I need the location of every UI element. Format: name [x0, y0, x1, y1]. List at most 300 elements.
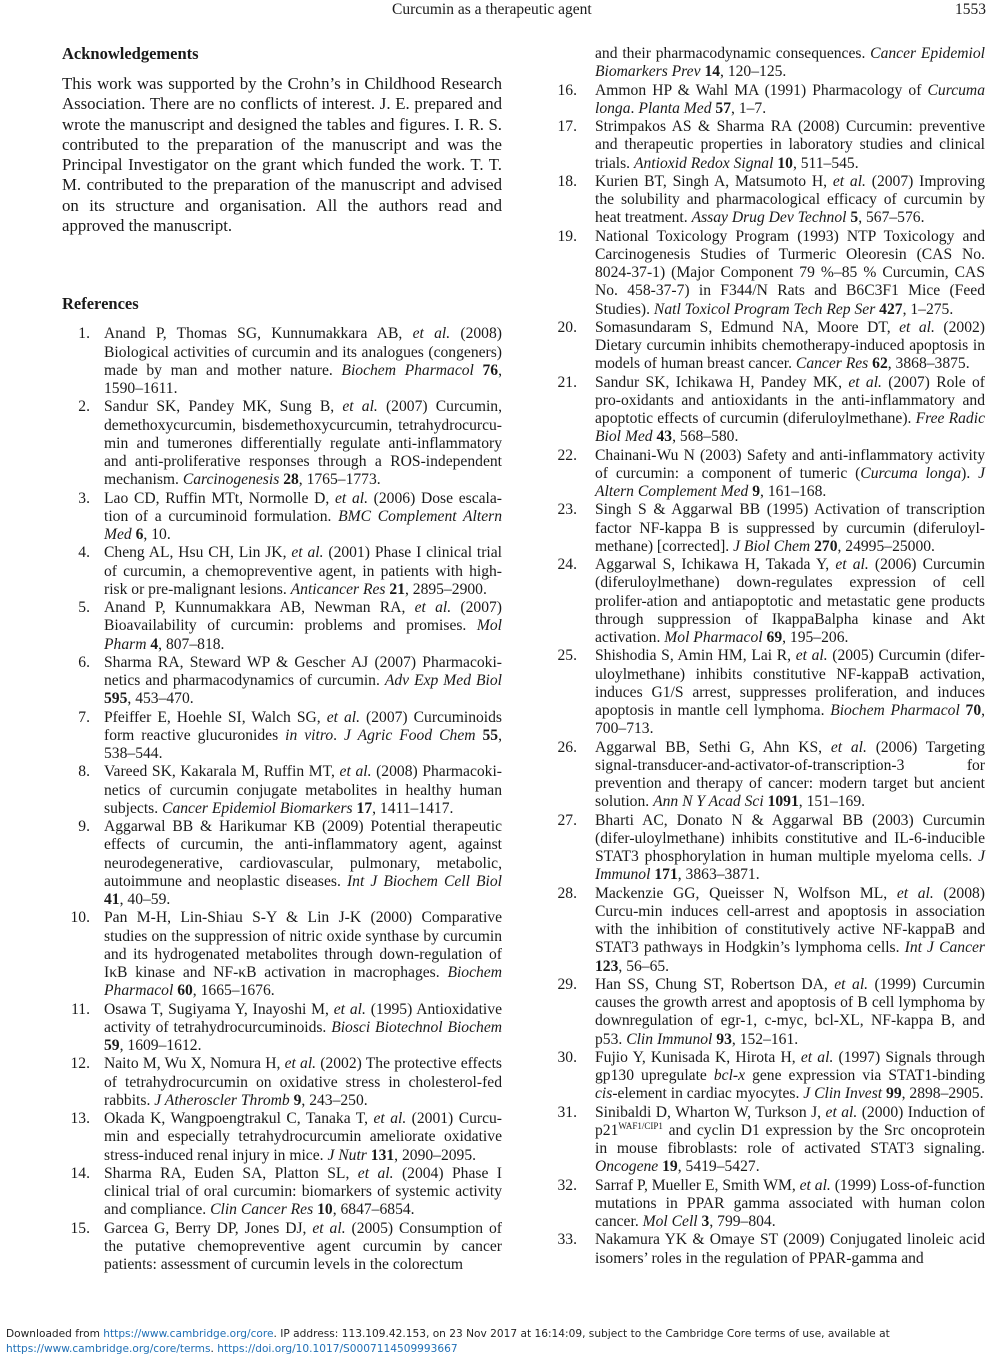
- ref-text-run: (2008) Biological activities of curcumin and its analogues (congeners) made by man and mother nature.: [104, 325, 502, 379]
- ref-text-run: Strimpakos AS & Sharma RA (2008) Curcumin: preventive and therapeutic properties in laboratory studies and clinical trials.: [595, 118, 985, 172]
- ref-text-run: , 1–7.: [731, 99, 767, 117]
- reference-number: 24.: [557, 556, 577, 573]
- ref-text-run: [476, 727, 483, 744]
- reference-item: [62, 325, 502, 398]
- ref-text-run: , 120–125.: [720, 63, 787, 81]
- reference-text: [595, 1049, 985, 1104]
- ref-text-run: (2007) Role of pro-oxidants and antioxidants in the anti-inflammatory and apoptotic effects of curcumin (diferuloylmethane).: [595, 373, 985, 427]
- italic-text: et al.: [835, 556, 869, 573]
- ref-text-run: (1999) Curcumin causes the growth arrest and apoptosis of B cell lymphoma by downregulation of egr-1, c-myc, bcl-XL, NF-kappa B, and p53.: [595, 975, 985, 1048]
- italic-text: et al.: [834, 975, 869, 993]
- reference-text: [104, 709, 502, 764]
- italic-text: J Biol Chem: [733, 537, 811, 555]
- reference-text: [104, 818, 502, 909]
- ref-text-run: (2005) Consumption of the putative chemopreventive agent curcumin by cancer patients: assessment of curcumin levels in the colorectum: [104, 1219, 502, 1274]
- italic-text: Planta Med: [638, 99, 712, 117]
- references-section: [62, 293, 502, 1274]
- reference-text: [104, 490, 502, 545]
- ref-text-run: Sarraf P, Mueller E, Smith WM,: [595, 1176, 800, 1194]
- reference-item: [62, 709, 502, 764]
- bold-volume: 10: [777, 154, 793, 172]
- bold-volume: 57: [715, 99, 732, 117]
- reference-text: [595, 556, 985, 647]
- ref-text-run: , 807–818.: [158, 635, 225, 653]
- bold-volume: 3: [701, 1213, 710, 1230]
- ref-text-run: Garcea G, Berry DP, Jones DJ,: [104, 1219, 313, 1237]
- reference-text: [595, 374, 985, 447]
- reference-item: [553, 556, 985, 647]
- reference-item: [553, 228, 985, 319]
- italic-text: Biochem Pharmacol: [830, 702, 960, 719]
- ref-text-run: , 538–544.: [104, 726, 502, 763]
- ref-text-run: , 799–804.: [709, 1213, 776, 1230]
- ref-text-run: Pfeiffer E, Hoehle SI, Walch SG,: [104, 708, 327, 726]
- reference-number: 16.: [557, 81, 577, 99]
- italic-text: Cancer Res: [795, 355, 869, 373]
- bold-volume: 59: [104, 1037, 120, 1055]
- ref-text-run: , 2898–2905.: [901, 1085, 984, 1103]
- reference-text: [104, 1110, 502, 1165]
- ref-text-run: Naito M, Wu X, Nomura H,: [104, 1055, 285, 1073]
- ref-text-run: Lao CD, Ruffin MTt, Normolle D,: [104, 489, 335, 507]
- italic-text: et al.: [896, 884, 934, 902]
- ref-text-run: , 700–713.: [595, 702, 986, 738]
- reference-number: 12.: [70, 1055, 90, 1073]
- reference-number: 11.: [71, 1000, 90, 1018]
- reference-item: [62, 398, 502, 489]
- reference-number: 31.: [557, 1103, 577, 1121]
- ref-text-run: Cheng AL, Hsu CH, Lin JK,: [104, 544, 292, 562]
- ref-text-run: , 10.: [143, 526, 171, 544]
- ref-text-run: (2001) Phase I clinical trial of curcumin, a chemopreventive agent, in patients with high-risk or pre-malignant lesions.: [104, 544, 503, 598]
- ref-text-run: gene expression via STAT1-binding: [745, 1067, 986, 1084]
- reference-text: [595, 447, 985, 502]
- reference-text: [595, 173, 985, 228]
- reference-item: [553, 82, 985, 119]
- ref-text-run: Osawa T, Sugiyama Y, Inayoshi M,: [104, 1000, 334, 1018]
- acknowledgements-heading: Acknowledgements: [62, 44, 199, 63]
- reference-text: [595, 885, 985, 976]
- reference-number: 32.: [557, 1176, 577, 1194]
- reference-item: [553, 1231, 985, 1268]
- ref-text-run: , 3863–3871.: [677, 866, 760, 884]
- italic-text: Carcinogenesis: [182, 471, 280, 489]
- italic-text: Oncogene: [595, 1158, 659, 1176]
- reference-number: 17.: [557, 118, 577, 135]
- reference-item: [62, 1055, 502, 1110]
- italic-text: et al.: [899, 318, 935, 336]
- ref-text-run: , 195–206.: [782, 629, 849, 646]
- reference-text: [104, 654, 502, 709]
- italic-text: BMC Complement Altern Med: [104, 507, 503, 544]
- reference-number: 33.: [557, 1231, 577, 1249]
- italic-text: J Altern Complement Med: [595, 464, 985, 500]
- reference-number: 6.: [78, 653, 90, 671]
- footer-separator: .: [210, 1342, 218, 1355]
- reference-text: [595, 82, 985, 119]
- reference-item: [62, 1110, 502, 1165]
- italic-text: et al.: [312, 1219, 346, 1237]
- references-heading: References: [62, 294, 139, 314]
- italic-text: et al.: [333, 1000, 366, 1018]
- italic-text: Clin Cancer Res: [210, 1201, 314, 1219]
- ref-text-run: Kurien BT, Singh A, Matsumoto H,: [595, 172, 833, 190]
- references-list-right: [553, 82, 985, 1268]
- ref-text-run: , 568–580.: [672, 428, 739, 446]
- reference-number: 25.: [557, 647, 577, 665]
- acknowledgements-section: [62, 43, 502, 236]
- ref-text-run: (2007) Curcuminoids form reactive glucuronides: [104, 708, 503, 744]
- italic-text: et al.: [326, 708, 361, 726]
- reference-text: [595, 501, 985, 556]
- bold-volume: 70: [965, 702, 982, 719]
- reference-number: 28.: [557, 884, 577, 902]
- italic-text: Mol Pharmacol: [664, 629, 763, 646]
- reference-text: [104, 1001, 502, 1056]
- italic-text: Int J Cancer: [904, 939, 985, 957]
- bold-volume: 10: [317, 1201, 333, 1219]
- reference-text: [595, 812, 985, 885]
- ref-text-run: Bharti AC, Donato N & Aggarwal BB (2003) Curcumin (difer-uloylmethane) inhibits constitutive and IL-6-inducible STAT3 phosphorylation in human multiple myeloma cells.: [595, 811, 985, 865]
- ref-text-run: -element in cardiac myocytes.: [612, 1085, 804, 1103]
- italic-text: Biochem Pharmacol: [104, 964, 502, 1000]
- italic-text: Ann N Y Acad Sci: [653, 793, 764, 811]
- ref-text-run: , 40–59.: [119, 891, 171, 909]
- ref-text-run: (2002) The protective effects of tetrahydrocurcumin on oxidative stress in cholesterol-fed rabbits.: [104, 1055, 502, 1109]
- reference-item: [553, 374, 985, 447]
- ref-text-run: (2007) Improving the solubility and pharmacological efficacy of curcumin by heat treatment.: [595, 172, 985, 227]
- italic-text: J Clin Invest: [803, 1085, 883, 1103]
- reference-text: [104, 398, 502, 489]
- ref-text-run: , 151–169.: [798, 793, 866, 811]
- reference-text: [595, 1231, 985, 1268]
- ref-text-run: , 1765–1773.: [298, 471, 381, 489]
- reference-item: [553, 1104, 985, 1177]
- ref-text-run: (1995) Antioxidative activity of tetrahydrocurcuminoids.: [104, 1000, 502, 1036]
- ref-text-run: Somasundaram S, Edmund NA, Moore DT,: [595, 318, 900, 336]
- ref-text-run: (2008) Pharmacoki-netics of curcumin conjugate metabolites in healthy human subjects.: [104, 763, 502, 817]
- reference-text: [104, 599, 502, 654]
- italic-text: et al.: [412, 325, 451, 343]
- reference-item: [553, 1049, 985, 1104]
- italic-text: et al.: [342, 398, 378, 416]
- terms-link[interactable]: https://www.cambridge.org/core/terms: [6, 1342, 211, 1355]
- bold-volume: 123: [595, 957, 619, 975]
- italic-text: Assay Drug Dev Technol: [691, 209, 847, 227]
- reference-item: [62, 599, 502, 654]
- reference-number: 10.: [70, 909, 90, 927]
- reference-text: [595, 739, 985, 812]
- ref-text-run: , 152–161.: [731, 1030, 799, 1048]
- italic-text: Mol Pharm: [104, 617, 502, 653]
- reference-text: [104, 1055, 502, 1110]
- ref-text-run: Sandur SK, Pandey MK, Sung B,: [104, 398, 343, 416]
- reference-number: 29.: [557, 975, 577, 993]
- italic-text: in vitro: [285, 726, 334, 744]
- bold-volume: 270: [814, 537, 838, 555]
- italic-text: Biochem Pharmacol: [341, 361, 474, 379]
- ref-text-run: , 511–545.: [792, 154, 859, 172]
- running-title: Curcumin as a therapeutic agent: [392, 1, 592, 18]
- italic-text: et al.: [357, 1164, 394, 1182]
- reference-number: 22.: [557, 446, 577, 464]
- ref-text-run: (2002) Dietary curcumin inhibits chemotherapy-induced apoptosis in models of human breast cancer.: [595, 318, 985, 373]
- ref-text-run: , 1411–1417.: [372, 799, 454, 817]
- ref-text-run: (1997) Signals through gp130 upregulate: [595, 1048, 985, 1084]
- reference-item: [62, 818, 502, 909]
- right-column: [553, 45, 985, 1268]
- italic-text: Int J Biochem Cell Biol: [346, 872, 502, 890]
- reference-item: [553, 319, 985, 374]
- ref-text-run: , 161–168.: [760, 483, 827, 500]
- ref-text-run: Aggarwal BB & Harikumar KB (2009) Potential therapeutic effects of curcumin, the anti-inflammatory agent, against neurodegenerative, cardiovascular, pulmonary, metabolic, autoimmune and neoplastic diseases.: [104, 818, 502, 890]
- bold-volume: 76: [482, 361, 499, 379]
- ref-text-run: (2006) Targeting signal-transducer-and-activator-of-transcription-3 for prevention and therapy of cancer: modern target but ancient solution.: [595, 738, 985, 811]
- ref-text-run: ).: [961, 464, 979, 482]
- reference-number: 21.: [557, 373, 577, 391]
- reference-number: 18.: [557, 172, 577, 190]
- bold-volume: 21: [389, 580, 405, 598]
- ref-text-run: (2000) Induction of p21: [595, 1103, 985, 1139]
- ref-text-run: Han SS, Chung ST, Robertson DA,: [595, 975, 835, 993]
- italic-text: et al.: [848, 373, 882, 391]
- ref-text-run: Sandur SK, Ichikawa H, Pandey MK,: [595, 373, 849, 391]
- italic-text: Mol Cell: [642, 1213, 698, 1230]
- reference-text: [595, 976, 985, 1049]
- bold-volume: 41: [104, 891, 120, 909]
- reference-number: 19.: [557, 227, 577, 245]
- reference-text: [104, 325, 502, 398]
- reference-item: [62, 544, 502, 599]
- ref-text-run: .: [630, 99, 639, 117]
- bold-volume: 99: [886, 1085, 902, 1103]
- italic-text: Natl Toxicol Program Tech Rep Ser: [653, 300, 876, 318]
- bold-volume: 171: [654, 866, 678, 884]
- reference-item: [553, 1177, 985, 1232]
- ref-text-run: (2007) Bioavailability of curcumin: problems and promises.: [104, 599, 502, 635]
- ref-text-run: , 24995–25000.: [837, 537, 935, 555]
- ref-text-run: Fujio Y, Kunisada K, Hirota H,: [595, 1048, 801, 1066]
- reference-number: 9.: [78, 818, 90, 836]
- reference-item: [553, 976, 985, 1049]
- running-head: [0, 0, 1000, 22]
- ref-text-run: , 1609–1612.: [119, 1037, 202, 1055]
- italic-text: J Immunol: [595, 848, 985, 884]
- bold-volume: 6: [135, 526, 144, 544]
- ref-text-run: , 567–576.: [858, 209, 925, 227]
- italic-text: et al.: [339, 763, 372, 781]
- ref-text-run: (1999) Loss-of-function mutations in PPAR gamma associated with human colon cancer.: [595, 1176, 985, 1230]
- ref-text-run: , 5419–5427.: [677, 1158, 760, 1176]
- reference-number: 2.: [78, 398, 90, 416]
- bold-volume: 9: [293, 1091, 302, 1109]
- ref-text-run: Singh S & Aggarwal BB (1995) Activation of transcription factor NF-kappa B is suppressed by curcumin (diferuloyl-methane) [corrected].: [595, 501, 985, 555]
- reference-item: [553, 739, 985, 812]
- reference-text: [104, 763, 502, 818]
- italic-text: Adv Exp Med Biol: [384, 672, 502, 690]
- cambridge-core-link[interactable]: https://www.cambridge.org/core: [103, 1328, 274, 1340]
- ref-text-run: Sharma RA, Euden SA, Platton SL,: [104, 1164, 358, 1182]
- doi-link[interactable]: https://doi.org/10.1017/S0007114509993667: [217, 1342, 458, 1355]
- italic-text: et al.: [825, 1103, 858, 1121]
- italic-text: et al.: [832, 172, 866, 190]
- ref-text-run: (2005) Curcumin (difer-uloylmethane) inhibits constitutive NF-kappaB activation, induces G1/S arrest, suppresses proliferation, and induces apoptosis in mantle cell lymphoma.: [595, 647, 985, 719]
- italic-text: et al.: [373, 1110, 407, 1128]
- ref-text-run: (2001) Curcu-min and especially tetrahydrocurcumin ameliorate oxidative stress-induced renal injury in mice.: [104, 1110, 502, 1164]
- bold-volume: 5: [850, 209, 859, 227]
- ref-text-run: Sinibaldi D, Wharton W, Turkson J,: [595, 1103, 826, 1121]
- ref-text-run: .: [333, 726, 344, 744]
- bold-volume: 427: [879, 300, 903, 318]
- reference-item: [62, 654, 502, 709]
- ref-text-run: Shishodia S, Amin HM, Lai R,: [595, 647, 796, 665]
- bold-volume: 93: [716, 1030, 732, 1048]
- reference-text: [104, 544, 502, 599]
- ref-text-run: (2008) Curcu-min induces cell-arrest and apoptosis in association with the inhibition of constitutively active NF-kappaB and STAT3 pathways in Hodgkin’s lymphoma cells.: [595, 884, 985, 957]
- ref-text-run: Mackenzie GG, Queisser N, Wolfson ML,: [595, 884, 897, 902]
- italic-text: et al.: [800, 1048, 834, 1066]
- footer-line-2: [6, 1342, 996, 1357]
- reference-number: 15.: [70, 1219, 90, 1237]
- ref-text-run: Chainani-Wu N (2003) Safety and anti-inflammatory activity of curcumin: a component of tumeric (: [595, 446, 985, 482]
- ref-text-run: Okada K, Wangpoengtrakul C, Tanaka T,: [104, 1110, 374, 1128]
- ref-text-run: Aggarwal S, Ichikawa H, Takada Y,: [595, 556, 836, 573]
- ref-text-run: (2007) Curcumin, demethoxycurcumin, bisdemethoxycurcumin, tetrahydrocurcu-min and tumerones differentially regulate anti-inflammatory and anti-proliferative responses through a ROS-independent mechanism.: [104, 398, 502, 489]
- reference-number: 14.: [70, 1164, 90, 1182]
- bold-volume: 595: [104, 690, 128, 708]
- italic-text: Curcuma longa: [595, 81, 985, 117]
- ref-text-run: Sharma RA, Steward WP & Gescher AJ (2007) Pharmacoki-netics and pharmacodynamics of curcumin.: [104, 653, 502, 690]
- italic-text: Antioxid Redox Signal: [633, 154, 774, 172]
- reference-number: 3.: [78, 489, 90, 507]
- ref-text-run: Anand P, Thomas SG, Kunnumakkara AB,: [104, 325, 413, 343]
- italic-text: Biosci Biotechnol Biochem: [331, 1018, 503, 1036]
- reference-text: [595, 647, 985, 738]
- reference-item: [62, 1165, 502, 1220]
- reference-item: [62, 1220, 502, 1275]
- reference-item: [62, 909, 502, 1000]
- ref-text-run: , 2090–2095.: [394, 1146, 477, 1164]
- bold-volume: 60: [177, 982, 193, 1000]
- reference-item: [62, 1001, 502, 1056]
- ref-text-run: , 1665–1676.: [192, 982, 275, 1000]
- reference-text: [595, 319, 985, 374]
- italic-text: Free Radic Biol Med: [595, 410, 985, 446]
- bold-volume: 69: [766, 629, 783, 646]
- reference-number: 20.: [557, 318, 577, 336]
- reference-number: 8.: [78, 763, 90, 781]
- italic-text: et al.: [335, 489, 368, 507]
- footer-ip-text: . IP address: 113.109.42.153, on 23 Nov 2017 at 16:14:09, subject to the Cambridge Core terms of use, available at: [273, 1328, 890, 1340]
- reference-number: 26.: [557, 738, 577, 756]
- ref-text-run: Aggarwal BB, Sethi G, Ahn KS,: [595, 738, 831, 756]
- reference-item: [62, 763, 502, 818]
- ref-text-run: , 6847–6854.: [332, 1201, 415, 1219]
- reference-text: [595, 118, 985, 173]
- italic-text: J Atheroscler Thromb: [154, 1091, 290, 1109]
- bold-volume: 14: [704, 63, 721, 81]
- reference-text: [104, 1220, 502, 1275]
- reference-item: [553, 118, 985, 173]
- ref-text-run: (2004) Phase I clinical trial of oral curcumin: biomarkers of systemic activity and compliance.: [104, 1164, 502, 1219]
- reference-number: 4.: [78, 544, 90, 562]
- bold-volume: 43: [656, 428, 673, 446]
- acknowledgements-body: This work was supported by the Crohn’s in Childhood Research Association. There are no conflicts of interest. J. E. prepared and wrote the manuscript and designed the tables and figures. I. R. S. contributed to the preparation of the manuscript and was the Principal Investigator on the grant which funded the work. T. T. M. contributed to the preparation of the manuscript and advised on its structure and organisation. All the authors read and approved the manuscript.: [62, 74, 502, 236]
- italic-text: J Nutr: [327, 1146, 367, 1164]
- ref-text-run: (2006) Dose escala-tion of a curcuminoid formulation.: [104, 489, 502, 525]
- reference-item: [553, 501, 985, 556]
- footer-line-1: [6, 1327, 996, 1342]
- ref-text-run: , 453–470.: [127, 690, 194, 708]
- ref-text-run: Nakamura YK & Omaye ST (2009) Conjugated linoleic acid isomers’ roles in the regulation of PPAR-gamma and: [595, 1231, 985, 1267]
- reference-number: 30.: [557, 1048, 577, 1066]
- ref-text-run: (2006) Curcumin (diferuloylmethane) down-regulates expression of cell prolifer-ation and antiapoptotic and metastatic gene products through suppression of IkappaBalpha kinase and Akt activation.: [595, 556, 985, 646]
- italic-text: bcl-x: [713, 1067, 746, 1084]
- ref-text-run: , 1590–1611.: [104, 361, 502, 398]
- ref-text-run: , 1–275.: [902, 300, 954, 318]
- italic-text: et al.: [795, 647, 828, 665]
- bold-volume: 55: [482, 726, 499, 744]
- footer-downloaded-label: Downloaded from: [6, 1328, 104, 1340]
- ref-text-run: Pan M-H, Lin-Shiau S-Y & Lin J-K (2000) Comparative studies on the suppression of nitric oxide synthase by curcumin and its hydrogenated metabolites through down-regulation of IκB kinase and NF-κB activation in macrophages.: [104, 909, 502, 982]
- italic-text: et al.: [291, 544, 324, 562]
- reference-number: 13.: [70, 1110, 90, 1128]
- reference-item: [553, 885, 985, 976]
- reference-item: [553, 447, 985, 502]
- reference-number: 23.: [557, 501, 577, 519]
- bold-volume: 1091: [767, 793, 799, 811]
- italic-text: et al.: [414, 599, 452, 617]
- reference-item: [553, 812, 985, 885]
- left-column: [62, 40, 502, 1274]
- italic-text: Curcuma longa: [860, 464, 962, 482]
- italic-text: cis: [595, 1085, 613, 1103]
- reference-item: [553, 647, 985, 738]
- ref-text-run: , 243–250.: [301, 1091, 368, 1109]
- bold-volume: 4: [150, 635, 159, 653]
- reference-number: 7.: [78, 708, 90, 726]
- reference-item: [62, 490, 502, 545]
- reference-text: [104, 909, 502, 1000]
- reference-number: 27.: [557, 811, 577, 829]
- italic-text: Cancer Epidemiol Biomarkers Prev: [595, 45, 985, 81]
- superscript-text: WAF1/CIP1: [618, 1120, 663, 1131]
- reference-item: [553, 173, 985, 228]
- reference-continuation: [553, 45, 985, 82]
- italic-text: et al.: [830, 738, 867, 756]
- bold-volume: 19: [662, 1158, 678, 1176]
- ref-text-run: , 56–65.: [618, 957, 670, 975]
- ref-text-run: and their pharmacodynamic consequences.: [595, 45, 871, 62]
- ref-text-run: [474, 362, 483, 379]
- reference-text: [595, 228, 985, 319]
- bold-volume: 9: [752, 483, 761, 500]
- ref-text-run: , 2895–2900.: [404, 580, 487, 598]
- reference-text: [595, 1177, 985, 1232]
- ref-text-run: and cyclin D1 expression by the Src oncoprotein in mouse fibroblasts: role of activated STAT3 signaling.: [595, 1121, 985, 1157]
- ref-text-run: Vareed SK, Kakarala M, Ruffin MT,: [104, 763, 340, 781]
- references-list-left: [62, 325, 502, 1274]
- page-number: 1553: [955, 1, 986, 18]
- bold-volume: 17: [356, 799, 373, 817]
- bold-volume: 131: [370, 1146, 395, 1164]
- reference-text: [595, 1104, 985, 1177]
- italic-text: et al.: [799, 1176, 831, 1194]
- italic-text: Cancer Epidemiol Biomarkers: [162, 799, 353, 817]
- reference-text: [104, 1165, 502, 1220]
- italic-text: J Agric Food Chem: [344, 726, 476, 744]
- bold-volume: 62: [872, 355, 888, 373]
